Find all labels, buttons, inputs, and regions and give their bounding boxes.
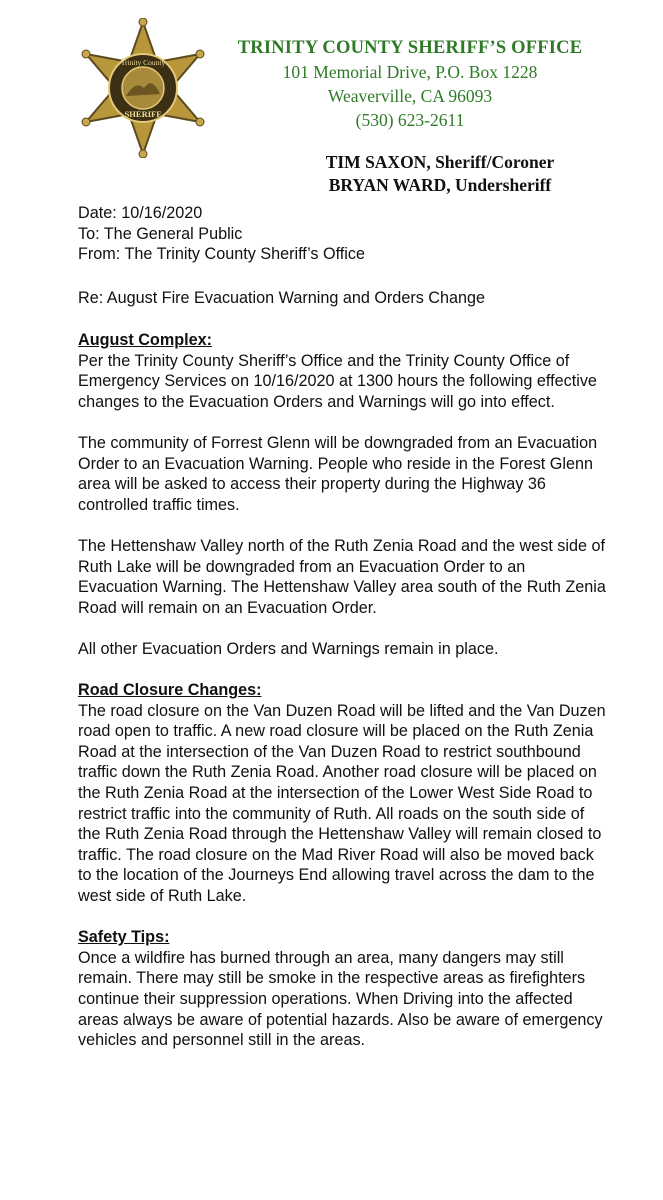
- memo-header: [78, 203, 598, 265]
- officers-block: [290, 151, 590, 197]
- office-name: TRINITY COUNTY SHERIFF’S OFFICE: [237, 38, 583, 58]
- badge-text-bottom: SHERIFF: [124, 109, 162, 119]
- letterhead: [0, 0, 663, 200]
- safety-tips-heading: Safety Tips:: [78, 928, 170, 947]
- august-complex-heading: August Complex:: [78, 331, 212, 349]
- document-body: [78, 330, 608, 1051]
- august-complex-paragraph-2: The community of Forrest Glenn will be downgraded from an Evacuation Order to an Evacuation Warning. People who reside in the Forest Glenn area will be asked to access their property during the Highway 36 controlled traffic times.: [78, 433, 598, 514]
- road-closure-heading: Road Closure Changes:: [78, 681, 262, 700]
- badge-text-top: Trinity County: [120, 58, 166, 67]
- memo-to: To: The General Public: [78, 224, 243, 243]
- memo-subject: Re: August Fire Evacuation Warning and Orders Change: [78, 289, 486, 307]
- road-closure-paragraph: The road closure on the Van Duzen Road will be lifted and the Van Duzen road open to traffic. A new road closure will be placed on the Ruth Zenia Road at the intersection of the Van Duzen Road to restrict southbound traffic down the Ruth Zenia Road. Another road closure will be placed on the Ruth Zenia Road at the intersection of the Lower West Side Road to restrict traffic into the community of Ruth. All roads on the south side of the Ruth Zenia Road through the Hettenshaw Valley will remain closed to traffic. The road closure on the Mad River Road will also be moved back to the location of the Journeys End allowing travel across the dam to the west side of Ruth Lake.: [78, 701, 606, 906]
- safety-tips-paragraph: Once a wildfire has burned through an area, many dangers may still remain. There may still be smoke in the respective areas as firefighters continue their suppression operations. When Driving into the affected areas always be aware of potential hazards. Also be aware of emergency vehicles and personnel still in the areas.: [78, 948, 603, 1050]
- address-line1: 101 Memorial Drive, P.O. Box 1228: [282, 62, 538, 82]
- address-line2: Weaverville, CA 96093: [327, 86, 493, 106]
- phone: (530) 623-2611: [355, 110, 465, 130]
- memo-date: Date: 10/16/2020: [78, 204, 203, 222]
- sheriff-name: TIM SAXON, Sheriff/Coroner: [325, 152, 555, 172]
- august-complex-paragraph-3: The Hettenshaw Valley north of the Ruth Zenia Road and the west side of Ruth Lake will be downgraded from an Evacuation Order to an Evacuation Warning. The Hettenshaw Valley area south of the Ruth Zenia Road will remain on an Evacuation Order.: [78, 536, 606, 617]
- sheriff-star-badge-icon: [78, 18, 208, 158]
- office-block: [230, 36, 590, 132]
- memo-from: From: The Trinity County Sheriff’s Office: [78, 245, 365, 263]
- august-complex-paragraph-4: All other Evacuation Orders and Warnings remain in place.: [78, 639, 499, 658]
- undersheriff-name: BRYAN WARD, Undersheriff: [328, 175, 552, 195]
- august-complex-paragraph-1: Per the Trinity County Sheriff’s Office and the Trinity County Office of Emergency Services on 10/16/2020 at 1300 hours the following effective changes to the Evacuation Orders and Warnings will go into effect.: [78, 351, 597, 411]
